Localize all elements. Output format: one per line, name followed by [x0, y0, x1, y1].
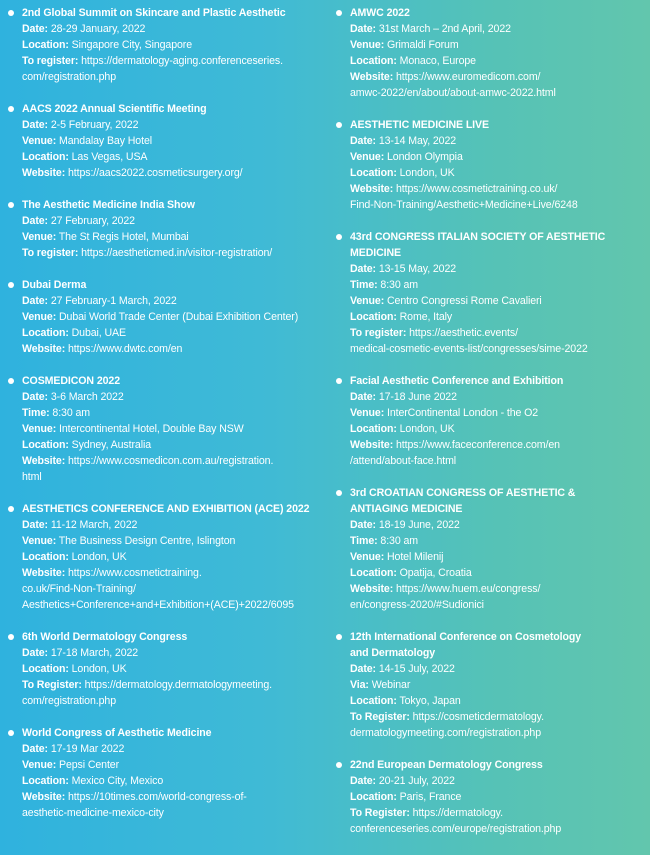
field-value: London Olympia	[386, 151, 463, 163]
bullet-icon	[336, 378, 342, 384]
field-value: 13-15 May, 2022	[378, 263, 457, 275]
field-value: Monaco, Europe	[399, 55, 476, 67]
field-value: Paris, France	[399, 791, 462, 803]
bullet-icon	[336, 762, 342, 768]
link-text[interactable]: en/congress-2020/#Sudionici	[350, 599, 484, 611]
field-label: To Register:	[22, 679, 82, 691]
event-field-line	[350, 549, 642, 565]
bullet-icon	[336, 634, 342, 640]
field-label: Website:	[22, 343, 66, 355]
field-value: 2-5 February, 2022	[50, 119, 139, 131]
event-field-line	[350, 389, 642, 405]
link-text[interactable]: https://www.euromedicom.com/	[396, 71, 541, 83]
field-label: Venue:	[22, 423, 57, 435]
left-event-column	[8, 5, 326, 837]
field-value: Mandalay Bay Hotel	[58, 135, 152, 147]
event-field-line	[22, 245, 326, 261]
field-value: 27 February-1 March, 2022	[50, 295, 177, 307]
event-field-line	[22, 325, 326, 341]
event-field-line	[350, 821, 642, 837]
event-item	[336, 117, 642, 213]
link-text[interactable]: Find-Non-Training/Aesthetic+Medicine+Live/6248	[350, 199, 578, 211]
event-field-line	[22, 677, 326, 693]
field-label: Website:	[22, 167, 66, 179]
field-value: 28-29 January, 2022	[50, 23, 146, 35]
event-field-line	[350, 53, 642, 69]
field-label: Time:	[22, 407, 50, 419]
event-title: AESTHETICS CONFERENCE AND EXHIBITION (ACE) 2022	[22, 503, 310, 515]
field-label: Venue:	[22, 135, 57, 147]
field-label: To Register:	[350, 711, 410, 723]
bullet-icon	[8, 106, 14, 112]
event-field-line	[22, 37, 326, 53]
field-label: Venue:	[22, 535, 57, 547]
event-field-line	[350, 581, 642, 597]
link-text[interactable]: medical-cosmetic-events-list/congresses/sime-2022	[350, 343, 588, 355]
field-value: 8:30 am	[380, 279, 418, 291]
event-field-line	[350, 517, 642, 533]
link-text[interactable]: https://aestheticmed.in/visitor-registration/	[81, 247, 273, 259]
field-label: Location:	[22, 439, 69, 451]
event-field-line	[350, 773, 642, 789]
bullet-icon	[336, 490, 342, 496]
field-value: 13-14 May, 2022	[378, 135, 457, 147]
field-label: Location:	[22, 151, 69, 163]
link-text[interactable]: com/registration.php	[22, 695, 116, 707]
event-field-line	[350, 661, 642, 677]
bullet-icon	[8, 506, 14, 512]
field-label: Location:	[350, 167, 397, 179]
link-text[interactable]: https://www.huem.eu/congress/	[396, 583, 541, 595]
event-title: The Aesthetic Medicine India Show	[22, 199, 195, 211]
event-item	[8, 629, 326, 709]
event-field-line	[22, 293, 326, 309]
event-title: Dubai Derma	[22, 279, 87, 291]
field-label: Date:	[350, 519, 376, 531]
event-item	[8, 725, 326, 821]
field-label: Date:	[22, 519, 48, 531]
field-label: Date:	[350, 23, 376, 35]
link-text[interactable]: https://aacs2022.cosmeticsurgery.org/	[68, 167, 243, 179]
event-field-line	[350, 533, 642, 549]
bullet-icon	[336, 234, 342, 240]
field-label: Venue:	[22, 231, 57, 243]
event-field-line	[350, 133, 642, 149]
field-value: London, UK	[71, 663, 127, 675]
bullet-icon	[8, 730, 14, 736]
link-text[interactable]: aesthetic-medicine-mexico-city	[22, 807, 164, 819]
event-title: AMWC 2022	[350, 7, 410, 19]
field-label: Venue:	[350, 151, 385, 163]
field-value: The St Regis Hotel, Mumbai	[58, 231, 189, 243]
link-text[interactable]: https://dermatology-aging.conferenceseries.	[81, 55, 283, 67]
event-item	[336, 757, 642, 837]
event-field-line	[350, 725, 642, 741]
field-value: 8:30 am	[52, 407, 90, 419]
field-value: Hotel Milenij	[386, 551, 444, 563]
event-field-line	[350, 677, 642, 693]
bullet-icon	[8, 282, 14, 288]
field-label: Location:	[22, 327, 69, 339]
event-title: 43rd CONGRESS ITALIAN SOCIETY OF AESTHETIC	[350, 231, 606, 243]
field-label: Date:	[22, 119, 48, 131]
event-item	[336, 5, 642, 101]
bullet-icon	[8, 378, 14, 384]
field-value: Singapore City, Singapore	[71, 39, 193, 51]
field-value: London, UK	[399, 423, 455, 435]
field-value: Dubai, UAE	[71, 327, 126, 339]
field-value: 27 February, 2022	[50, 215, 135, 227]
event-title: 12th International Conference on Cosmetology	[350, 631, 582, 643]
event-title: COSMEDICON 2022	[22, 375, 120, 387]
right-event-column	[336, 5, 642, 853]
event-item	[336, 373, 642, 469]
field-value: 17-18 March, 2022	[50, 647, 139, 659]
event-field-line	[350, 709, 642, 725]
link-text[interactable]: https://www.dwtc.com/en	[68, 343, 183, 355]
link-text[interactable]: co.uk/Find-Non-Training/	[22, 583, 136, 595]
event-item	[336, 229, 642, 357]
field-value: 11-12 March, 2022	[50, 519, 138, 531]
event-field-line	[350, 309, 642, 325]
field-label: Date:	[350, 775, 376, 787]
field-label: Date:	[22, 215, 48, 227]
field-value: Centro Congressi Rome Cavalieri	[386, 295, 542, 307]
event-field-line	[350, 597, 642, 613]
link-text[interactable]: https://10times.com/world-congress-of-	[68, 791, 247, 803]
event-title: and Dermatology	[350, 647, 436, 659]
field-label: To register:	[350, 327, 407, 339]
event-field-line	[22, 437, 326, 453]
event-field-line	[22, 533, 326, 549]
bullet-icon	[8, 634, 14, 640]
field-value: London, UK	[71, 551, 127, 563]
bullet-icon	[336, 122, 342, 128]
event-field-line	[22, 581, 326, 597]
field-value: Grimaldi Forum	[386, 39, 459, 51]
event-field-line	[22, 565, 326, 581]
field-label: Via:	[350, 679, 369, 691]
field-value: Pepsi Center	[58, 759, 120, 771]
link-text[interactable]: https://www.cosmetictraining.co.uk/	[396, 183, 558, 195]
field-label: Date:	[22, 23, 48, 35]
event-field-line	[22, 309, 326, 325]
field-label: Location:	[22, 39, 69, 51]
field-label: Date:	[22, 391, 48, 403]
event-field-line	[350, 149, 642, 165]
event-field-line	[350, 85, 642, 101]
event-field-line	[22, 741, 326, 757]
link-text[interactable]: html	[22, 471, 42, 483]
event-field-line	[22, 53, 326, 69]
bullet-icon	[8, 202, 14, 208]
event-title: 6th World Dermatology Congress	[22, 631, 188, 643]
event-item	[8, 5, 326, 85]
field-label: Date:	[22, 743, 48, 755]
field-value: 14-15 July, 2022	[378, 663, 455, 675]
field-label: Venue:	[350, 295, 385, 307]
event-field-line	[22, 229, 326, 245]
event-field-line	[22, 549, 326, 565]
event-field-line	[350, 453, 642, 469]
field-value: Las Vegas, USA	[71, 151, 148, 163]
field-label: Location:	[22, 551, 69, 563]
link-text[interactable]: https://www.cosmetictraining.	[68, 567, 202, 579]
event-field-line	[350, 197, 642, 213]
field-value: 17-19 Mar 2022	[50, 743, 125, 755]
link-text[interactable]: https://www.cosmedicon.com.au/registration.	[68, 455, 274, 467]
event-field-line	[22, 517, 326, 533]
field-value: InterContinental London - the O2	[386, 407, 539, 419]
field-value: Mexico City, Mexico	[71, 775, 164, 787]
field-label: Website:	[22, 455, 66, 467]
field-label: Date:	[350, 663, 376, 675]
event-item	[8, 501, 326, 613]
event-item	[8, 277, 326, 357]
field-label: Date:	[350, 135, 376, 147]
field-label: Website:	[22, 567, 66, 579]
field-value: 31st March – 2nd April, 2022	[378, 23, 511, 35]
link-text[interactable]: amwc-2022/en/about/about-amwc-2022.html	[350, 87, 556, 99]
event-field-line	[22, 661, 326, 677]
field-value: 8:30 am	[380, 535, 418, 547]
field-label: Location:	[22, 663, 69, 675]
field-label: Location:	[22, 775, 69, 787]
event-item	[8, 197, 326, 261]
event-item	[336, 485, 642, 613]
field-label: Website:	[350, 583, 394, 595]
event-field-line	[350, 565, 642, 581]
field-value: The Business Design Centre, Islington	[58, 535, 236, 547]
event-field-line	[22, 213, 326, 229]
field-value: Opatija, Croatia	[399, 567, 472, 579]
link-text[interactable]: /attend/about-face.html	[350, 455, 457, 467]
link-text[interactable]: com/registration.php	[22, 71, 116, 83]
event-field-line	[350, 325, 642, 341]
bullet-icon	[8, 10, 14, 16]
field-value: Sydney, Australia	[71, 439, 151, 451]
event-field-line	[22, 133, 326, 149]
field-value: Intercontinental Hotel, Double Bay NSW	[58, 423, 244, 435]
event-field-line	[350, 293, 642, 309]
event-field-line	[22, 69, 326, 85]
link-text[interactable]: dermatologymeeting.com/registration.php	[350, 727, 542, 739]
field-value: Dubai World Trade Center (Dubai Exhibition Center)	[58, 311, 299, 323]
field-label: Date:	[350, 263, 376, 275]
event-title: 3rd CROATIAN CONGRESS OF AESTHETIC &	[350, 487, 576, 499]
event-field-line	[350, 421, 642, 437]
event-field-line	[350, 21, 642, 37]
event-title: ANTIAGING MEDICINE	[350, 503, 463, 515]
field-label: Location:	[350, 695, 397, 707]
bullet-icon	[336, 10, 342, 16]
event-field-line	[22, 693, 326, 709]
event-field-line	[22, 341, 326, 357]
event-field-line	[350, 437, 642, 453]
field-label: Date:	[22, 295, 48, 307]
event-field-line	[350, 69, 642, 85]
event-field-line	[350, 341, 642, 357]
event-field-line	[22, 149, 326, 165]
field-label: Date:	[22, 647, 48, 659]
field-label: To Register:	[350, 807, 410, 819]
event-field-line	[350, 693, 642, 709]
event-field-line	[22, 165, 326, 181]
link-text[interactable]: conferenceseries.com/europe/registration.php	[350, 823, 562, 835]
event-title: 2nd Global Summit on Skincare and Plastic Aesthetic	[22, 7, 286, 19]
event-field-line	[22, 645, 326, 661]
event-field-line	[350, 261, 642, 277]
field-label: Website:	[22, 791, 66, 803]
event-item	[8, 373, 326, 485]
field-label: Website:	[350, 71, 394, 83]
link-text[interactable]: https://aesthetic.events/	[409, 327, 518, 339]
field-label: Location:	[350, 423, 397, 435]
event-title: Facial Aesthetic Conference and Exhibition	[350, 375, 564, 387]
event-field-line	[22, 789, 326, 805]
link-text[interactable]: https://cosmeticdermatology.	[412, 711, 544, 723]
field-label: Location:	[350, 55, 397, 67]
event-item	[336, 629, 642, 741]
link-text[interactable]: https://www.faceconference.com/en	[396, 439, 560, 451]
event-title: AESTHETIC MEDICINE LIVE	[350, 119, 489, 131]
field-label: Location:	[350, 567, 397, 579]
field-value: 20-21 July, 2022	[378, 775, 455, 787]
field-label: Location:	[350, 791, 397, 803]
event-field-line	[22, 117, 326, 133]
event-field-line	[22, 757, 326, 773]
field-value: Webinar	[371, 679, 411, 691]
field-label: Venue:	[22, 759, 57, 771]
field-label: Time:	[350, 535, 378, 547]
event-field-line	[350, 181, 642, 197]
field-label: Website:	[350, 439, 394, 451]
event-field-line	[22, 453, 326, 469]
event-field-line	[22, 405, 326, 421]
event-field-line	[350, 789, 642, 805]
field-label: To register:	[22, 247, 79, 259]
event-field-line	[22, 469, 326, 485]
field-value: 3-6 March 2022	[50, 391, 124, 403]
field-label: Venue:	[350, 551, 385, 563]
event-field-line	[22, 21, 326, 37]
field-value: Rome, Italy	[399, 311, 453, 323]
event-title: MEDICINE	[350, 247, 401, 259]
event-field-line	[22, 597, 326, 613]
event-field-line	[350, 165, 642, 181]
event-item	[8, 101, 326, 181]
event-title: World Congress of Aesthetic Medicine	[22, 727, 212, 739]
link-text[interactable]: https://dermatology.dermatologymeeting.	[84, 679, 272, 691]
event-field-line	[22, 773, 326, 789]
field-label: Venue:	[350, 39, 385, 51]
field-label: Venue:	[350, 407, 385, 419]
event-field-line	[22, 421, 326, 437]
field-label: Location:	[350, 311, 397, 323]
event-field-line	[350, 37, 642, 53]
event-field-line	[22, 805, 326, 821]
field-value: Tokyo, Japan	[399, 695, 461, 707]
event-field-line	[350, 277, 642, 293]
field-label: Date:	[350, 391, 376, 403]
field-label: Time:	[350, 279, 378, 291]
event-title: 22nd European Dermatology Congress	[350, 759, 543, 771]
field-label: Website:	[350, 183, 394, 195]
field-label: To register:	[22, 55, 79, 67]
event-title: AACS 2022 Annual Scientific Meeting	[22, 103, 207, 115]
field-value: 18-19 June, 2022	[378, 519, 460, 531]
event-field-line	[22, 389, 326, 405]
event-field-line	[350, 805, 642, 821]
link-text[interactable]: Aesthetics+Conference+and+Exhibition+(ACE)+2022/6095	[22, 599, 294, 611]
event-field-line	[350, 405, 642, 421]
field-label: Venue:	[22, 311, 57, 323]
field-value: London, UK	[399, 167, 455, 179]
field-value: 17-18 June 2022	[378, 391, 457, 403]
link-text[interactable]: https://dermatology.	[412, 807, 503, 819]
